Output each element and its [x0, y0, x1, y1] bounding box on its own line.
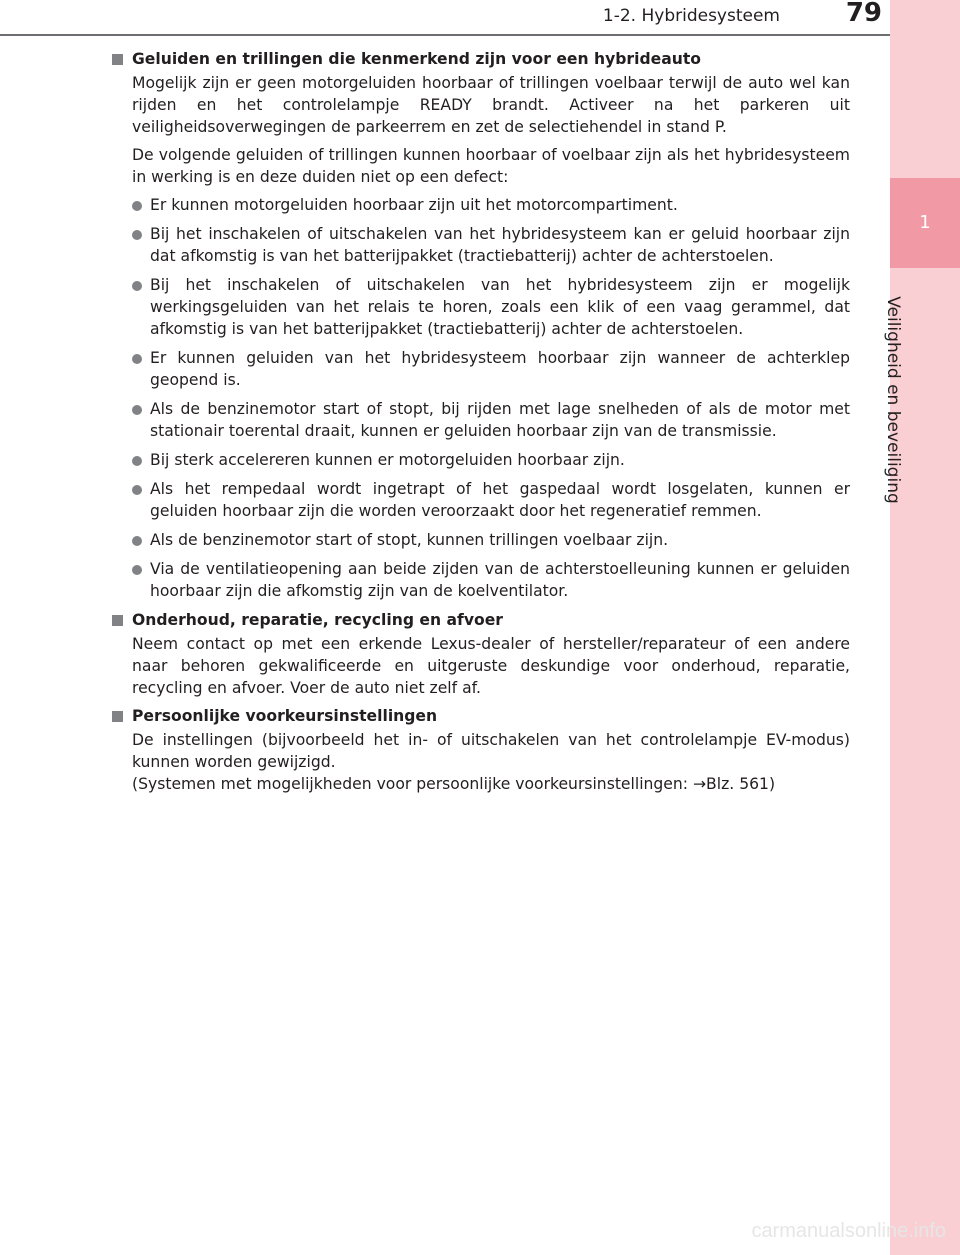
section-heading	[112, 609, 850, 631]
paragraph: De volgende geluiden of trillingen kunnen hoorbaar of voelbaar zijn als het hybridesysteem in werking is en deze duiden niet op een defect:	[132, 146, 850, 186]
paragraph: De instellingen (bijvoorbeeld het in- of uitschakelen van het controlelampje EV-modus) kunnen worden gewijzigd.	[132, 731, 850, 771]
list-item	[132, 274, 850, 340]
square-bullet-icon	[112, 615, 123, 626]
list-item-text: Bij het inschakelen of uitschakelen van het hybridesysteem kan er geluid hoorbaar zijn dat afkomstig is van het batterijpakket (tractiebatterij) achter de achterstoelen.	[150, 225, 850, 265]
list-item-text: Als de benzinemotor start of stopt, bij rijden met lage snelheden of als de motor met stationair toerental draait, kunnen er geluiden hoorbaar zijn van de transmissie.	[150, 400, 850, 440]
page-content	[112, 48, 850, 801]
list-item	[132, 398, 850, 442]
list-item	[132, 194, 850, 216]
circle-bullet-icon	[132, 230, 142, 240]
list-item-text: Via de ventilatieopening aan beide zijden van de achterstoelleuning kunnen er geluiden hoorbaar zijn die afkomstig zijn van de koelventilator.	[150, 560, 850, 600]
square-bullet-icon	[112, 711, 123, 722]
list-item	[132, 223, 850, 267]
chapter-title: Veiligheid en beveiliging	[883, 296, 903, 504]
circle-bullet-icon	[132, 565, 142, 575]
list-item	[132, 347, 850, 391]
circle-bullet-icon	[132, 201, 142, 211]
list-item	[132, 449, 850, 471]
section-title: 1-2. Hybridesysteem	[602, 6, 780, 26]
section-heading	[112, 705, 850, 727]
heading-text: Geluiden en trillingen die kenmerkend zijn voor een hybrideauto	[132, 50, 701, 68]
list-item	[132, 478, 850, 522]
list-item-text: Als de benzinemotor start of stopt, kunnen trillingen voelbaar zijn.	[150, 531, 669, 549]
circle-bullet-icon	[132, 354, 142, 364]
heading-text: Persoonlijke voorkeursinstellingen	[132, 707, 438, 725]
square-bullet-icon	[112, 54, 123, 65]
paragraph: (Systemen met mogelijkheden voor persoonlijke voorkeursinstellingen: →Blz. 561)	[132, 775, 776, 793]
list-item-text: Bij sterk accelereren kunnen er motorgeluiden hoorbaar zijn.	[150, 451, 625, 469]
header-rule	[0, 34, 890, 36]
chapter-number-tab[interactable]: 1	[890, 178, 960, 268]
watermark: carmanualsonline.info	[751, 1220, 946, 1242]
list-item-text: Er kunnen geluiden van het hybridesysteem hoorbaar zijn wanneer de achterklep geopend is.	[150, 349, 850, 389]
list-item	[132, 558, 850, 602]
section-heading	[112, 48, 850, 70]
circle-bullet-icon	[132, 536, 142, 546]
circle-bullet-icon	[132, 405, 142, 415]
paragraph: Neem contact op met een erkende Lexus-dealer of hersteller/reparateur of een andere naar behoren gekwalificeerde en uitgeruste deskundige voor onderhoud, reparatie, recycling en afvoer. Voer de auto niet zelf af.	[132, 635, 850, 697]
page-header	[0, 0, 890, 32]
circle-bullet-icon	[132, 281, 142, 291]
circle-bullet-icon	[132, 485, 142, 495]
page-number: 79	[845, 0, 882, 28]
heading-text: Onderhoud, reparatie, recycling en afvoer	[132, 611, 503, 629]
circle-bullet-icon	[132, 456, 142, 466]
paragraph: Mogelijk zijn er geen motorgeluiden hoorbaar of trillingen voelbaar terwijl de auto wel kan rijden en het controlelampje READY brandt. Activeer na het parkeren uit veiligheidsoverwegingen de parkeerrem en zet de selectiehendel in stand P.	[132, 74, 850, 136]
list-item	[132, 529, 850, 551]
list-item-text: Bij het inschakelen of uitschakelen van het hybridesysteem zijn er mogelijk werkingsgeluiden van het relais te horen, zoals een klik of een vaag gerammel, dat afkomstig is van het batterijpakket (tractiebatterij) achter de achterstoelen.	[150, 276, 850, 338]
list-item-text: Als het rempedaal wordt ingetrapt of het gaspedaal wordt losgelaten, kunnen er geluiden hoorbaar zijn die worden veroorzaakt door het regeneratief remmen.	[150, 480, 850, 520]
chapter-sidebar	[890, 0, 960, 1255]
list-item-text: Er kunnen motorgeluiden hoorbaar zijn uit het motorcompartiment.	[150, 196, 678, 214]
